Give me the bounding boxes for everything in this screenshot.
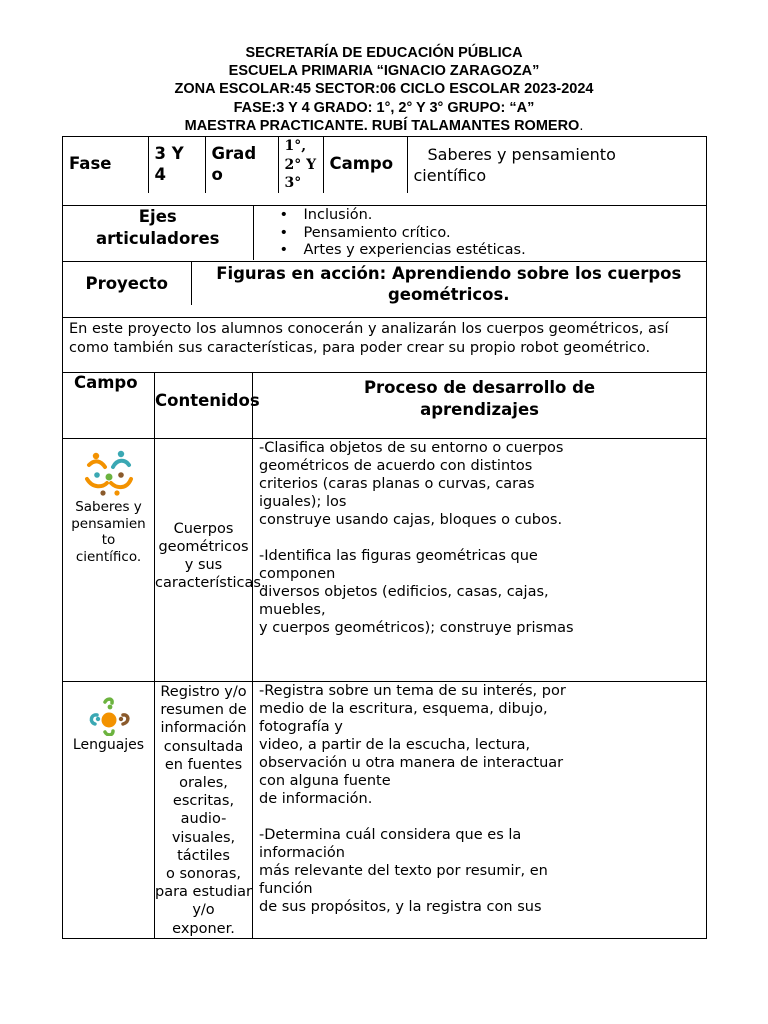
proyecto-row [63, 262, 707, 318]
proceso-saberes-line: criterios (caras planas o curvas, caras [259, 476, 535, 492]
ejes-row [63, 206, 707, 262]
ejes-item: • Pensamiento crítico. [304, 225, 707, 243]
campo-saberes-line: científico. [75, 548, 142, 565]
ejes-label-line: articuladores [96, 229, 220, 248]
contenido-lenguajes-line: táctiles [177, 847, 230, 864]
grado-value-line: 2° Y [284, 156, 317, 173]
proceso-saberes-line: componen [259, 566, 336, 582]
description-line: En este proyecto los alumnos conocerán y analizarán los cuerpos geométricos, así [69, 321, 669, 337]
column-header-proceso-line: Proceso de desarrollo de [363, 378, 596, 397]
header-line-fase: FASE:3 Y 4 GRADO: 1°, 2° Y 3° GRUPO: “A” [233, 99, 535, 116]
proceso-lenguajes-line: -Determina cuál considera que es la [259, 827, 522, 843]
proceso-saberes-line: -Clasifica objetos de su entorno o cuerpos [259, 440, 564, 456]
ejes-label [63, 206, 253, 260]
header-line-teacher [0, 117, 768, 135]
proceso-lenguajes-line: de información. [259, 791, 373, 807]
column-header-campo: Campo [63, 373, 155, 439]
project-description [63, 318, 707, 373]
grado-label-line: Grad [211, 144, 257, 163]
grado-value-line: 1°, [284, 138, 307, 154]
column-header-contenidos: Contenidos [155, 373, 253, 439]
contenido-saberes-line: Cuerpos geométricos [158, 521, 249, 555]
proceso-saberes-line: iguales); los [259, 494, 347, 510]
proceso-lenguajes-line: con alguna fuente [259, 773, 391, 789]
grado-value [278, 137, 323, 193]
proceso-saberes-line: geométricos de acuerdo con distintos [259, 458, 533, 474]
proceso-saberes-line: diversos objetos (edificios, casas, cajas, [259, 584, 549, 600]
grado-label [205, 137, 278, 193]
proyecto-title-line: Figuras en acción: Aprendiendo sobre los cuerpos [216, 264, 682, 283]
lenguajes-icon [85, 696, 133, 736]
proceso-lenguajes-line: video, a partir de la escucha, lectura, [259, 737, 531, 753]
campo-value-line: Saberes y pensamiento [427, 145, 616, 164]
info-row-table [63, 137, 706, 193]
proceso-lenguajes-line: función [259, 881, 313, 897]
planning-table [62, 136, 707, 939]
campo-saberes-line: Saberes y [75, 499, 142, 515]
saberes-icon [83, 449, 135, 499]
contenido-lenguajes-line: Registro y/o resumen de [160, 684, 247, 719]
campo-lenguajes-line: Lenguajes [72, 737, 145, 753]
fase-value-line: 3 Y [154, 144, 184, 163]
ejes-row-table [63, 206, 706, 260]
grado-value-line: 3° [284, 175, 302, 191]
grado-label-line: o [211, 165, 223, 184]
contenido-lenguajes-line: información consultada [160, 720, 247, 755]
proceso-cell-lenguajes [253, 682, 707, 939]
campo-cell-lenguajes [63, 682, 155, 939]
ejes-item: • Artes y experiencias estéticas. [304, 242, 707, 260]
proceso-lenguajes-line: medio de la escritura, esquema, dibujo, [259, 701, 548, 717]
document-header [0, 44, 768, 135]
proceso-spacer [259, 808, 706, 826]
proceso-lenguajes-line: -Registra sobre un tema de su interés, por [259, 683, 566, 699]
proceso-saberes-line: y cuerpos geométricos); construye prismas [259, 620, 574, 636]
ejes-label-line: Ejes [138, 207, 177, 226]
fase-value [148, 137, 205, 193]
campo-saberes-line: pensamien [71, 515, 146, 532]
contenido-lenguajes-line: exponer. [172, 920, 235, 937]
contenido-saberes-line: y sus características. [155, 557, 266, 591]
proceso-lenguajes-line: información [259, 845, 345, 861]
proceso-lenguajes-line: más relevante del texto por resumir, en [259, 863, 548, 879]
contenido-cell-lenguajes [155, 682, 253, 939]
proceso-lenguajes-line: observación u otra manera de interactuar [259, 755, 564, 771]
teacher-suffix: . [579, 117, 584, 134]
description-line: como también sus características, para poder crear su propio robot geométrico. [69, 339, 651, 356]
contenido-lenguajes-line: en fuentes orales, [164, 756, 243, 792]
column-header-proceso [253, 373, 707, 439]
proyecto-label: Proyecto [63, 262, 191, 305]
ejes-list-cell [253, 206, 706, 260]
header-line-zone: ZONA ESCOLAR:45 SECTOR:06 CICLO ESCOLAR 2023-2024 [174, 81, 594, 98]
proceso-lenguajes-line: de sus propósitos, y la registra con sus [259, 899, 542, 915]
teacher-name: MAESTRA PRACTICANTE. RUBÍ TALAMANTES ROMERO [184, 117, 580, 134]
header-line-sep: SECRETARÍA DE EDUCACIÓN PÚBLICA [245, 45, 523, 61]
proceso-saberes-line: muebles, [259, 602, 326, 618]
campo-saberes-line: to [101, 532, 116, 548]
proceso-cell-saberes [253, 439, 707, 682]
proceso-saberes-line: construye usando cajas, bloques o cubos. [259, 512, 563, 528]
proceso-saberes-line: -Identifica las figuras geométricas que [259, 548, 538, 564]
ejes-item: • Inclusión. [304, 207, 707, 225]
column-header-proceso-line: aprendizajes [420, 400, 539, 419]
proyecto-title [191, 262, 706, 305]
fase-label: Fase [63, 137, 148, 193]
ejes-list [254, 207, 707, 260]
campo-label: Campo [323, 137, 407, 193]
campo-cell-saberes [63, 439, 155, 682]
campo-value [407, 137, 706, 193]
campo-value-line: científico [413, 166, 487, 185]
info-row [63, 137, 707, 206]
header-line-school: ESCUELA PRIMARIA “IGNACIO ZARAGOZA” [228, 63, 540, 80]
contenido-lenguajes-line: o sonoras, para estudiar [155, 866, 252, 901]
proyecto-row-table [63, 262, 706, 305]
proceso-spacer [259, 529, 706, 547]
proceso-lenguajes-line: fotografía y [259, 719, 343, 735]
contenido-lenguajes-line: y/o [192, 902, 215, 919]
contenido-lenguajes-line: escritas, audio-visuales, [171, 793, 236, 846]
fase-value-line: 4 [154, 165, 166, 184]
contenido-cell-saberes [155, 439, 266, 682]
proyecto-title-line: geométricos. [387, 285, 510, 304]
